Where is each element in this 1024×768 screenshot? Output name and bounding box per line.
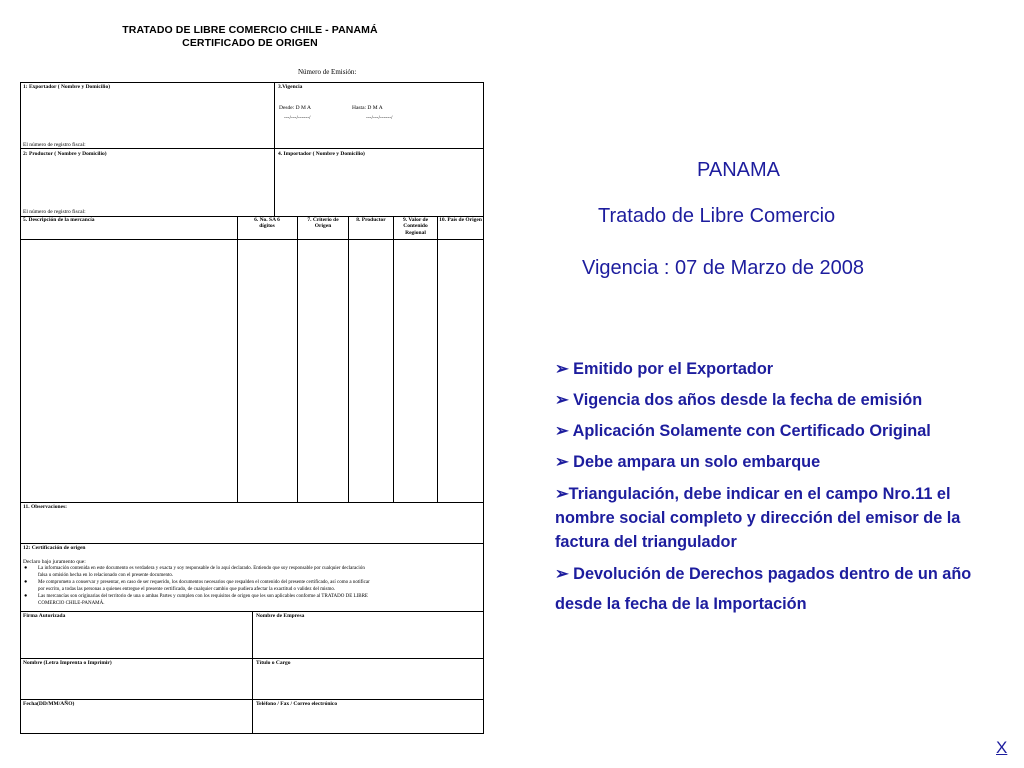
bullet-emitido: ➢ Emitido por el Exportador xyxy=(555,360,774,378)
divider-row-7 xyxy=(20,699,484,700)
productor-label: 2: Productor ( Nombre y Domicilio) xyxy=(23,151,107,157)
divider-vertical-top xyxy=(274,82,275,216)
form-subtitle: CERTIFICADO DE ORIGEN xyxy=(182,37,318,49)
desde-fecha: ---/---/------/ xyxy=(284,115,311,121)
arrow-icon: ➢ xyxy=(555,422,569,440)
bullet-dot: ● xyxy=(24,593,28,599)
arrow-icon: ➢ xyxy=(555,453,569,471)
divider-row-1 xyxy=(20,148,484,149)
arrow-icon: ➢ xyxy=(555,565,569,583)
titulo-label: Título o Cargo xyxy=(256,660,291,666)
arrow-icon: ➢ xyxy=(555,485,569,503)
observaciones-label: 11. Observaciones: xyxy=(23,504,67,510)
hasta-label: Hasta: D M A xyxy=(352,105,383,111)
table-header-line xyxy=(20,239,484,240)
divider-row-6 xyxy=(20,658,484,659)
bullet-aplicacion: ➢ Aplicación Solamente con Certificado Original xyxy=(555,422,931,440)
col-descripcion-header: 5. Descripción de la mercancía xyxy=(23,217,95,223)
exportador-label: 1: Exportador ( Nombre y Domicilio) xyxy=(23,84,111,90)
cert-line-2: falsa u omisión hecha en lo relacionado con el presente documento. xyxy=(38,573,174,578)
firma-label: Firma Autorizada xyxy=(23,613,66,619)
numero-emision-label: Número de Emisión: xyxy=(298,68,357,76)
registro-fiscal-label-1: El número de registro fiscal: xyxy=(23,142,86,148)
col-line-5 xyxy=(437,216,438,502)
hasta-fecha: ---/---/------/ xyxy=(366,115,393,121)
col-sa-header: 6. No. SA 6 dígitos xyxy=(254,217,280,230)
col-line-4 xyxy=(393,216,394,502)
cert-line-1: La información contenida en este documento es verdadera y exacta y soy responsable de lo aquí declarado. Entiendo que soy responsable por cualquier declaración xyxy=(38,566,365,571)
form-title: TRATADO DE LIBRE COMERCIO CHILE - PANAMÁ xyxy=(122,24,378,36)
slide-title-vigencia: Vigencia : 07 de Marzo de 2008 xyxy=(582,257,865,279)
close-link[interactable]: X xyxy=(996,738,1008,757)
cert-line-3: Me comprometo a conservar y presentar, en caso de ser requerido, los documentos necesarios que respalden el contenido del presente certificado, así como a notificar xyxy=(38,580,370,585)
desde-label: Desde: D M A xyxy=(279,105,311,111)
registro-fiscal-label-2: El número de registro fiscal: xyxy=(23,209,86,215)
declaro-label: Declaro bajo juramento que: xyxy=(23,559,86,565)
col-line-2 xyxy=(297,216,298,502)
empresa-label: Nombre de Empresa xyxy=(256,613,305,619)
arrow-icon: ➢ xyxy=(555,360,569,378)
cert-line-5: Las mercancías son originarias del territorio de una o ambas Partes y cumplen con los requisitos de origen que les son aplicables conforme al TRATADO DE LIBRE xyxy=(38,594,368,599)
col-line-1 xyxy=(237,216,238,502)
col-criterio-header: 7. Criterio de Origen xyxy=(307,217,339,230)
bullet-vigencia: ➢ Vigencia dos años desde la fecha de emisión xyxy=(555,391,923,409)
slide-bullet-list xyxy=(555,357,975,626)
col-productor-header: 8. Productor xyxy=(356,217,386,223)
col-pais-header: 10. País de Origen xyxy=(439,217,482,223)
cert-line-6: COMERCIO CHILE-PANAMÁ. xyxy=(38,601,105,606)
bullet-devolucion: ➢ Devolución de Derechos pagados dentro de un año desde la fecha de la Importación xyxy=(555,565,972,613)
bullet-dot: ● xyxy=(24,565,28,571)
slide-title-tratado: Tratado de Libre Comercio xyxy=(598,205,836,227)
bullet-triangulacion: ➢Triangulación, debe indicar en el campo Nro.11 el nombre social completo y dirección del emisor de la factura del triangulador xyxy=(555,485,961,551)
sig-col-line xyxy=(252,611,253,734)
telefono-label: Teléfono / Fax / Correo electrónico xyxy=(256,701,338,707)
nombre-label: Nombre (Letra Imprenta o Imprimir) xyxy=(23,660,112,666)
certificacion-label: 12: Certificación de origen xyxy=(23,545,86,551)
divider-row-3 xyxy=(20,502,484,503)
bullet-embarque: ➢ Debe ampara un solo embarque xyxy=(555,453,821,471)
slide-title-panama: PANAMA xyxy=(697,159,780,181)
fecha-label: Fecha(DD/MM/AÑO) xyxy=(23,701,75,707)
vigencia-label: 3.Vigencia xyxy=(278,84,303,90)
col-line-3 xyxy=(348,216,349,502)
importador-label: 4. Importador ( Nombre y Domicilio) xyxy=(278,151,365,157)
bullet-dot: ● xyxy=(24,579,28,585)
cert-line-4: por escrito, a todas las personas a quienes entregue el presente certificado, de cualquier cambio que pudiera afectar la exactitud o validez del mismo. xyxy=(38,587,336,592)
divider-row-4 xyxy=(20,543,484,544)
certificate-of-origin-form xyxy=(0,0,500,768)
col-valor-header: 9. Valor de Contenido Regional xyxy=(402,217,429,236)
arrow-icon: ➢ xyxy=(555,391,569,409)
